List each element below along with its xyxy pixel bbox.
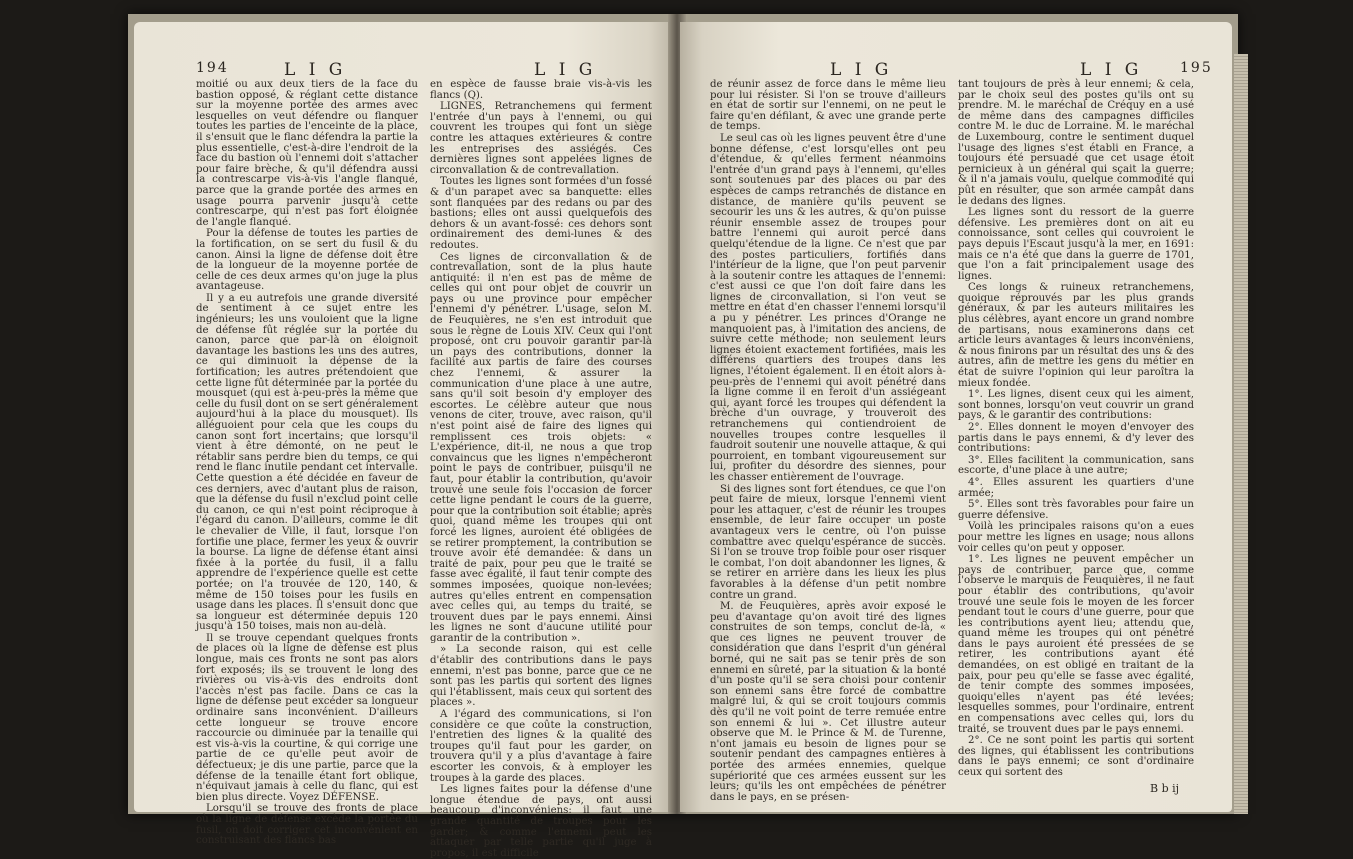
paragraph: 2°. Ce ne sont point les partis qui sortent des lignes, qui établissent les contributions dans le pays ennemi; ce sont d'ordinaire ceux qui sortent des: [958, 735, 1194, 778]
paragraph: Ces longs & ruineux retranchemens, quoique réprouvés par les plus grands généraux, & par les auteurs militaires les plus célèbres, ayant encore un grand nombre de partisans, nous examinerons dans cet article leurs avantages & leurs inconvéniens, & nous finirons par un résultat des uns & des autres, afin de mettre les gens du métier en état de suivre l'opinion qui leur paroîtra la mieux fondée.: [958, 282, 1194, 389]
paragraph: 5°. Elles sont très favorables pour faire un guerre défensive.: [958, 499, 1194, 521]
running-head-right: L I G: [830, 60, 893, 80]
right-page-column-2: [958, 80, 1194, 780]
paragraph: Toutes les lignes sont formées d'un fossé & d'un parapet avec sa banquette: elles sont flanquées par des redans ou par des bastions; elles ont aussi quelquefois des dehors & un avant-fossé: ces dehors sont ordinairement des demi-lunes & des redoutes.: [430, 176, 652, 251]
open-book: [128, 14, 1238, 859]
paragraph: LIGNES, Retranchemens qui ferment l'entrée d'un pays à l'ennemi, ou qui couvrent les troupes qui font un siège contre les attaques extérieures & contre les entreprises des assiégés. Ces dernières lignes sont appelées lignes de circonvallation & de contrevallation.: [430, 101, 652, 176]
paragraph: Pour la défense de toutes les parties de la fortification, on se sert du fusil & du canon. Ainsi la ligne de défense doit être de la longueur de la moyenne portée de celle de ces deux armes qu'on juge la plus avantageuse.: [196, 228, 418, 293]
right-page-column-1: [710, 79, 946, 803]
paragraph: A l'égard des communications, si l'on considère ce que coûte la construction, l'entretien des lignes & la qualité des troupes qu'il faut pour les garder, on trouvera qu'il y a plus d'avantage à faire escorter les convois, & à employer les troupes à la garde des places.: [430, 709, 652, 784]
paragraph: moitié ou aux deux tiers de la face du bastion opposé, & réglant cette distance sur la moyenne portée des armes avec lesquelles on veut défendre ou flanquer toutes les parties de l'enceinte de la place, il s'ensuit que le flanc défendra la partie la plus essentielle, c'est-à-dire l'endroit de la face du bastion où l'ennemi doit s'attacher pour faire brèche, & qu'il défendra aussi la contrescarpe vis-à-vis l'angle flanqué, parce que la grande portée des armes en usage pourra parvenir jusqu'à cette contrescarpe, qui n'est pas fort éloignée de l'angle flanqué.: [196, 79, 418, 228]
paragraph: 1°. Les lignes, disent ceux qui les aiment, sont bonnes, lorsqu'on veut couvrir un grand pays, & le garantir des contributions:: [958, 389, 1194, 422]
paragraph: Il se trouve cependant quelques fronts de places où la ligne de défense est plus longue, mais ces fronts ne sont pas alors fort exposés; ils se trouvent le long des rivières ou vis-à-vis des endroits dont l'accès n'est pas facile. Dans ce cas la ligne de défense peut excéder sa longueur ordinaire sans inconvénient. D'ailleurs cette longueur se trouve encore raccourcie ou diminuée par la tenaille qui est vis-à-vis la courtine, & qui corrige une partie de ce qu'elle peut avoir de défectueux; je dis une partie, parce que la défense de la tenaille étant fort oblique, n'équivaut jamais à celle du flanc, qui est bien plus directe. Voyez DÉFENSE.: [196, 632, 418, 803]
paragraph: Les lignes faites pour la défense d'une longue étendue de pays, ont aussi beaucoup d'inconvéniens: il faut une grande quantité de troupes pour les garder; & comme l'ennemi peut les attaquer par telle partie qu'il juge à propos, il est difficile: [430, 784, 652, 859]
paragraph: Ces lignes de circonvallation & de contrevallation, sont de la plus haute antiquité: il n'en est pas de même de celles qui ont pour objet de couvrir un pays ou une province pour empêcher l'ennemi d'y pénétrer. L'usage, selon M. de Feuquières, ne s'en est introduit que sous le règne de Louis XIV. Ceux qui l'ont proposé, ont cru pouvoir garantir par-là un pays des contributions, donner la facilité aux partis de faire des courses chez l'ennemi, & assurer la communication d'une place à une autre, sans qu'il soit besoin d'y employer des escortes. Le célèbre auteur que nous venons de citer, trouve, avec raison, qu'il n'est point aisé de faire des lignes qui remplissent ces trois objets: « L'expérience, dit-il, ne nous a que trop convaincus que les lignes n'empêcheront point le pays de contribuer, puisqu'il ne faut, pour établir la contribution, qu'avoir trouvé une seule fois l'occasion de forcer cette ligne pendant le cours de la guerre, pour que la contribution soit établie; après quoi, quand même les troupes qui ont forcé les lignes, auroient été obligées de se retirer promptement, la contribution se trouve avoir été demandée: & dans un traité de paix, pour peu que le traité se fasse avec égalité, il faut tenir compte des sommes imposées, quoique non-levées; autres qu'elles entrent en compensation avec celles qui, au temps du traité, se trouvent dues par le pays ennemi. Ainsi les lignes ne sont d'aucune utilité pour garantir de la contribution ».: [430, 251, 652, 644]
paragraph: 3°. Elles facilitent la communication, sans escorte, d'une place à une autre;: [958, 454, 1194, 477]
running-head-left-col2: L I G: [534, 60, 597, 80]
paragraph: en espèce de fausse braie vis-à-vis les flancs (Q).: [430, 79, 652, 101]
paragraph: Il y a eu autrefois une grande diversité de sentiment à ce sujet entre les ingénieurs; les uns vouloient que la ligne de défense fût réglée sur la portée du canon, parce que par-là on éloignoit davantage les bastions les uns des autres, ce qui diminuoit la dépense de la fortification; les autres prétendoient que cette ligne fût déterminée par la portée du mousquet (qui est à-peu-près la même que celle du fusil dont on se sert généralement aujourd'hui à la place du mousquet). Ils alléguoient pour cela que les coups du canon sont fort incertains; que lorsqu'il vient à être démonté, on ne peut le rétablir sans perdre bien du temps, ce qui rend le flanc inutile pendant cet intervalle. Cette question a été décidée en faveur de ces derniers, avec d'autant plus de raison, que la défense du fusil n'exclud point celle du canon, ce qui n'est point réciproque à l'égard du canon. D'ailleurs, comme le dit le chevalier de Ville, il faut, lorsque l'on fortifie une place, fermer les yeux & ouvrir la bourse. La ligne de défense étant ainsi fixée à la portée du fusil, il a fallu apprendre de l'expérience quelle est cette portée; on l'a trouvée de 120, 140, & même de 150 toises pour les fusils en usage dans les places. Il s'ensuit donc que sa longueur est déterminée depuis 120 jusqu'à 150 toises, mais non au-delà.: [196, 292, 418, 633]
left-page: [134, 22, 676, 859]
paragraph: Les lignes sont du ressort de la guerre défensive. Les premières dont on ait eu connoissance, sont celles qui couvroient le pays depuis l'Escaut jusqu'à la mer, en 1691: mais ce n'a été que dans la guerre de 1701, que l'on a fait principalement usage des lignes.: [958, 207, 1194, 282]
paragraph: Le seul cas où les lignes peuvent être d'une bonne défense, c'est lorsqu'elles ont peu d'étendue, & qu'elles ferment néanmoins l'entrée d'un grand pays à l'ennemi, qu'elles sont soutenues par des places ou par des espèces de camps retranchés de distance en distance, de manière qu'ils peuvent se secourir les uns & les autres, & qu'on puisse réunir ensemble assez de troupes pour battre l'ennemi qui auroit percé dans quelqu'étendue de la ligne. Ce n'est que par des postes particuliers, fortifiés dans l'intérieur de la ligne, que l'on peut parvenir à la soutenir contre les attaques de l'ennemi: c'est aussi ce que l'on doit faire dans les lignes de circonvallation, si l'on veut se mettre en état d'en chasser l'ennemi lorsqu'il a pu y pénétrer. Les princes d'Orange ne manquoient pas, à l'imitation des anciens, de suivre cette méthode; non seulement leurs lignes étoient exactement fortifiées, mais les différens quartiers des troupes dans les lignes, l'étoient également. Il en étoit alors à-peu-près de l'ennemi qui avoit pénétré dans la ligne comme il en feroit d'un assiégeant qui, ayant forcé les troupes qui défendent la brèche d'un ouvrage, y trouveroit des retranchemens qui contiendroient de nouvelles troupes contre lesquelles il faudroit soutenir une nouvelle attaque, & qui pourroient, en tombant vigoureusement sur lui, profiter du désordre des siennes, pour les chasser entièrement de l'ouvrage.: [710, 132, 946, 483]
page-number-right: 195: [1180, 60, 1213, 76]
paragraph: Voilà les principales raisons qu'on a eues pour mettre les lignes en usage; nous allons voir celles qu'on peut y opposer.: [958, 521, 1194, 554]
page-number-left: 194: [196, 60, 229, 76]
paragraph: Si des lignes sont fort étendues, ce que l'on peut faire de mieux, lorsque l'ennemi vient pour les attaquer, c'est de réunir les troupes ensemble, de leur faire occuper un poste avantageux vers le centre, où l'on puisse combattre avec quelqu'espérance de succès. Si l'on se trouve trop foible pour oser risquer le combat, l'on doit abandonner les lignes, & se retirer en arrière dans les lieux les plus favorables à la défense d'un petit nombre contre un grand.: [710, 483, 946, 601]
left-page-column-1: [196, 79, 418, 847]
left-page-column-2: [430, 79, 652, 859]
paragraph: tant toujours de près à leur ennemi; & cela, par le choix seul des postes qu'ils ont su prendre. M. le maréchal de Créquy en a usé de même dans des campagnes difficiles contre M. le duc de Lorraine. M. le maréchal de Luxembourg, contre le sentiment duquel l'usage des lignes s'est établi en France, a toujours été persuadé que cet usage étoit pernicieux à un général qui sçait la guerre; & il n'a jamais voulu, quelque commodité qui pût en résulter, que son armée campât dans le dedans des lignes.: [958, 79, 1194, 207]
paragraph: » La seconde raison, qui est celle d'établir des contributions dans le pays ennemi, n'est pas bonne, parce que ce ne sont pas les partis qui sortent des lignes qui l'établissent, mais ceux qui sortent des places ».: [430, 644, 652, 709]
paragraph: Lorsqu'il se trouve des fronts de place où la ligne de défense excède la portée du fusil, on doit corriger cet inconvénient en construisant des flancs bas: [196, 803, 418, 847]
paragraph: M. de Feuquières, après avoir exposé le peu d'avantage qu'on avoit tiré des lignes construites de son temps, conclut de-là, « que ces lignes ne peuvent trouver de considération que dans l'esprit d'un général borné, qui ne sait pas se tenir près de son ennemi en sûreté, par la situation & la bonté d'un poste qu'il se sera choisi pour contenir son ennemi sans être forcé de combattre malgré lui, & qui se croit toujours commis dès qu'il ne voit point de terre remuée entre son ennemi & lui ». Cet illustre auteur observe que M. le Prince & M. de Turenne, n'ont jamais eu besoin de lignes pour se soutenir pendant des campagnes entières à portée des armées ennemies, quelque supériorité que ces armées eussent sur les leurs; qu'ils les ont empêchées de pénétrer dans le pays, en se présen-: [710, 601, 946, 803]
paragraph: 4°. Elles assurent les quartiers d'une armée;: [958, 476, 1194, 499]
running-head-left: L I G: [284, 60, 347, 80]
paragraph: 2°. Elles donnent le moyen d'envoyer des partis dans le pays ennemi, & d'y lever des contributions:: [958, 422, 1194, 455]
right-page: [680, 22, 1232, 812]
paragraph: de réunir assez de force dans le même lieu pour lui résister. Si l'on se trouve d'ailleurs en état de sortir sur l'ennemi, on ne peut le faire qu'en défilant, & avec une grande perte de temps.: [710, 79, 946, 133]
page-edges: [1234, 54, 1248, 814]
running-head-right-col2: L I G: [1080, 60, 1143, 80]
signature-mark: B b ij: [1150, 782, 1180, 795]
paragraph: 1°. Les lignes ne peuvent empêcher un pays de contribuer, parce que, comme l'observe le marquis de Feuquières, il ne faut pour établir des contributions, qu'avoir trouvé une seule fois le moyen de les forcer pendant tout le cours d'une guerre, pour que les contributions ayent lieu; attendu que, quand même les troupes qui ont pénétré dans le pays auroient été pressées de se retirer, les contributions ayant été demandées, on est obligé en traitant de la paix, pour peu qu'elle se fasse avec égalité, de tenir compte des sommes imposées, quoiqu'elles n'ayent pas été levées; lesquelles sommes, pour l'ordinaire, entrent en compensations avec celles qui, lors du traité, se trouvent dues par le pays ennemi.: [958, 554, 1194, 735]
